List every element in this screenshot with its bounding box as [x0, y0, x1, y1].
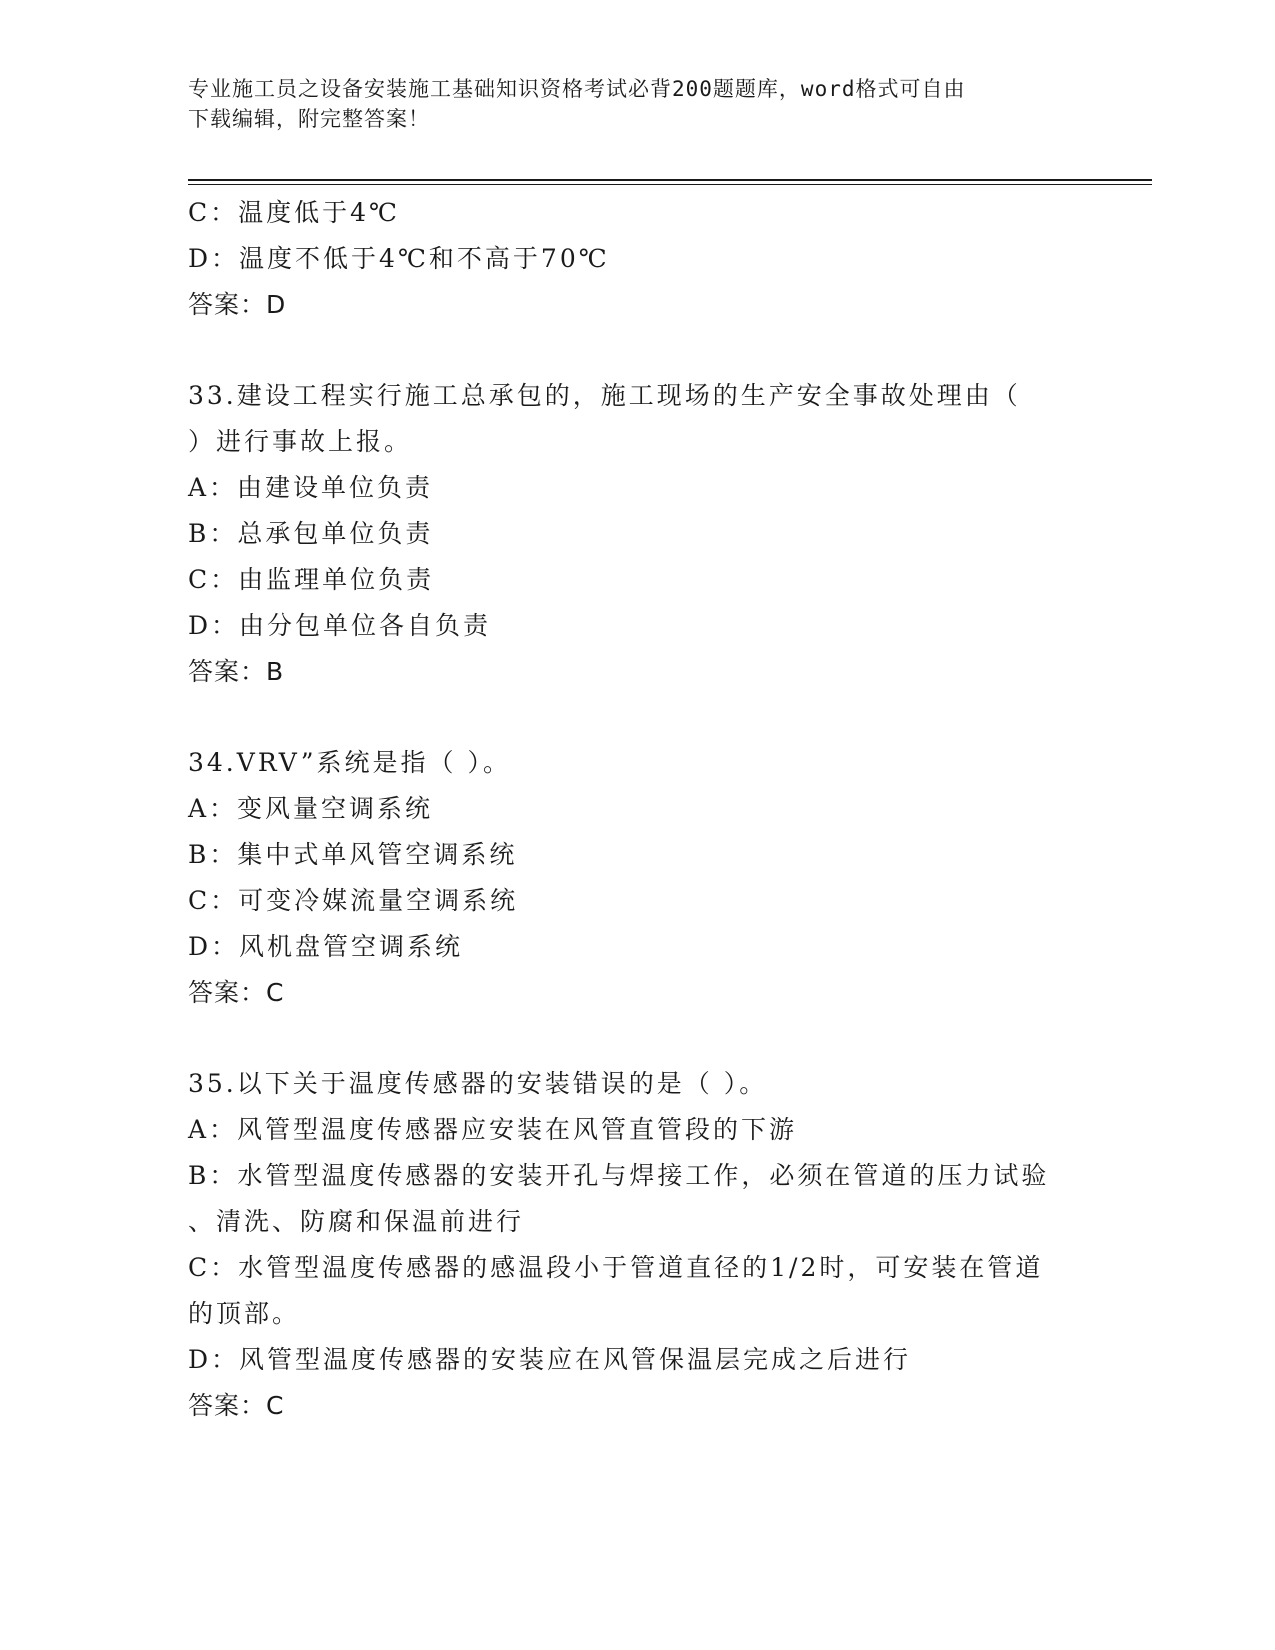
- question-stem: 34.VRV”系统是指（ ）。: [188, 748, 511, 777]
- question-stem: ）进行事故上报。: [188, 427, 413, 456]
- answer-line: 答案：C: [188, 978, 285, 1007]
- option-line: D：风机盘管空调系统: [188, 932, 464, 961]
- option-line: A：由建设单位负责: [188, 473, 434, 502]
- answer-line: 答案：D: [188, 290, 287, 319]
- option-line: D：风管型温度传感器的安装应在风管保温层完成之后进行: [188, 1345, 912, 1374]
- option-line: D：由分包单位各自负责: [188, 611, 492, 640]
- question-35: [188, 1061, 1088, 1429]
- header-divider-thin: [188, 184, 1152, 185]
- option-line: D：温度不低于4℃和不高于70℃: [188, 244, 610, 273]
- option-line: A：变风量空调系统: [188, 794, 434, 823]
- question-stem: 33.建设工程实行施工总承包的，施工现场的生产安全事故处理由（: [188, 381, 1021, 410]
- question-stem: 35.以下关于温度传感器的安装错误的是（ ）。: [188, 1069, 768, 1098]
- option-line: 、清洗、防腐和保温前进行: [188, 1207, 525, 1236]
- option-line: B：水管型温度传感器的安装开孔与焊接工作，必须在管道的压力试验: [188, 1161, 1050, 1190]
- option-line: C：温度低于4℃: [188, 198, 401, 227]
- option-line: C：可变冷媒流量空调系统: [188, 886, 519, 915]
- option-line: 的顶部。: [188, 1299, 301, 1328]
- spacer: [188, 1016, 1088, 1061]
- header-line-2: 下载编辑，附完整答案！: [188, 107, 430, 131]
- answer-line: 答案：B: [188, 657, 285, 686]
- option-line: C：水管型温度传感器的感温段小于管道直径的1/2时，可安装在管道: [188, 1253, 1044, 1282]
- answer-line: 答案：C: [188, 1391, 285, 1420]
- header-line-1: 专业施工员之设备安装施工基础知识资格考试必背200题题库，word格式可自由: [188, 77, 966, 101]
- document-header: [188, 74, 1088, 134]
- document-body: [188, 190, 1088, 1429]
- spacer: [188, 695, 1088, 740]
- option-line: A：风管型温度传感器应安装在风管直管段的下游: [188, 1115, 798, 1144]
- option-line: C：由监理单位负责: [188, 565, 435, 594]
- option-line: B：总承包单位负责: [188, 519, 434, 548]
- option-line: B：集中式单风管空调系统: [188, 840, 518, 869]
- question-33: [188, 373, 1088, 695]
- header-divider-thick: [188, 179, 1152, 181]
- spacer: [188, 328, 1088, 373]
- question-34: [188, 740, 1088, 1016]
